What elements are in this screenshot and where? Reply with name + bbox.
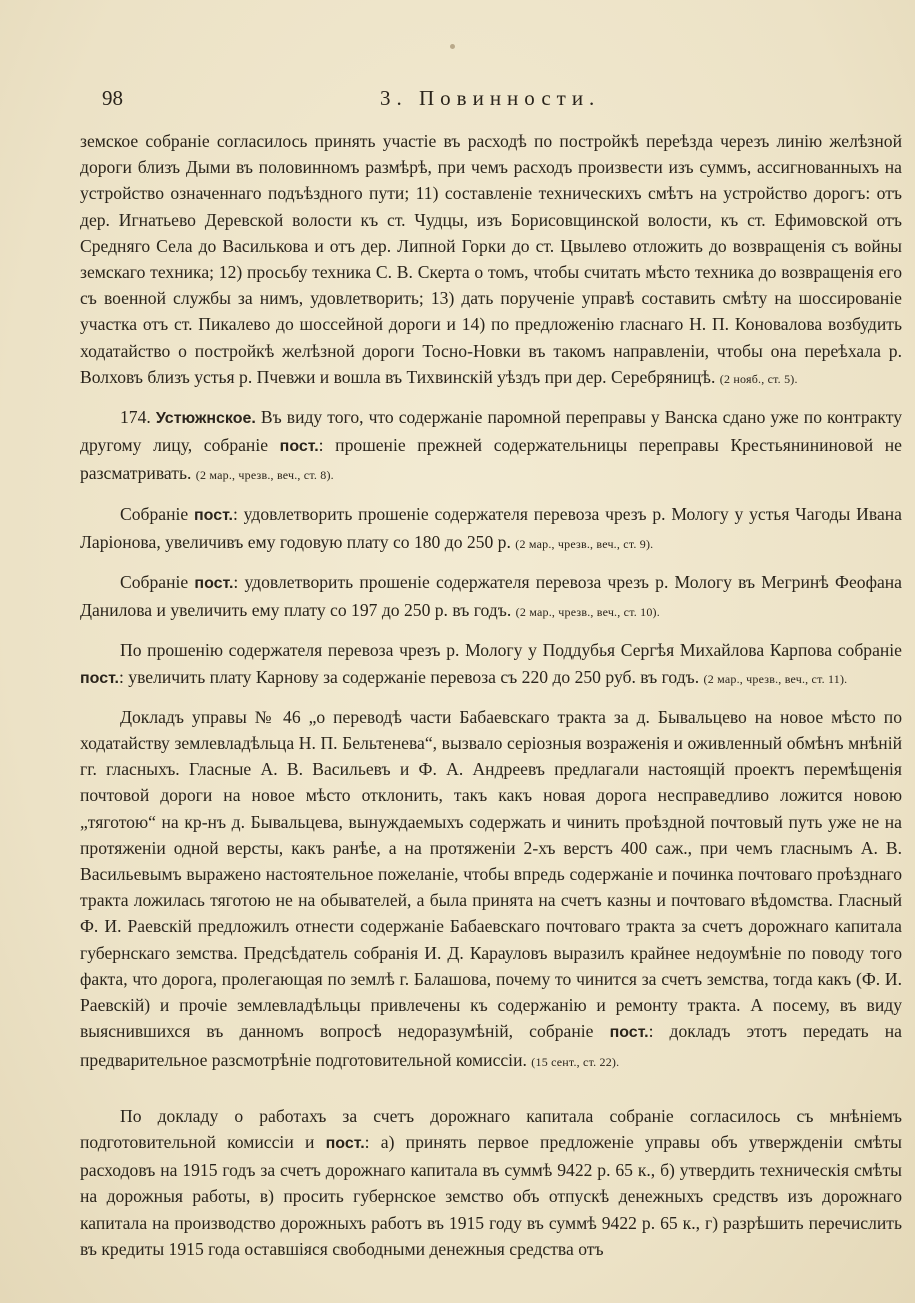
paragraph-ferry-megrino bbox=[80, 569, 902, 625]
paragraph-text: Докладъ управы № 46 „о переводѣ части Бабаевскаго тракта за д. Бывальцево на новое мѣсто по ходатайству землевладѣльца Н. П. Бельтенева“, вызвало серіозныя возраженія и оживленный обмѣнъ мнѣній гг. гласныхъ. Гласные А. В. Васильевъ и Ф. А. Андреевъ предлагали настоящій проектъ перемѣщенія почтовой дороги на новое мѣсто отклонить, такъ какъ новая дорога несправедливо ложится новою „тяготою“ на кр-нъ д. Бывальцева, вынуждаемыхъ содержать и чинить проѣздной почтовый путь уже не на протяженіи одной версты, какъ ранѣе, а на протяженіи 2-хъ верстъ 400 саж., при чемъ гласнымъ А. В. Васильевымъ выражено настоятельное пожеланіе, чтобы впредь содержаніе и починка почтоваго проѣзднаго тракта ложилась тяготою не на обывателей, а была принята на счетъ казны и почтоваго вѣдомства. Гласный Ф. И. Раевскій предложилъ отнести содержаніе Бабаевскаго почтоваго тракта за счетъ дорожнаго капитала губернскаго земства. Предсѣдатель собранія И. Д. Карауловъ выразилъ крайнее недоумѣніе по поводу того факта, что дорога, пролегающая по землѣ г. Балашова, почему то чинится за счетъ земства, тогда какъ (Ф. И. Раевскій) и прочіе землевладѣльцы привлечены къ содержанію и ремонту тракта. А посему, въ виду выяснившихся въ данномъ вопросѣ недоразумѣній, собраніе bbox=[80, 706, 902, 1042]
paragraph-report-46 bbox=[80, 704, 902, 1075]
paragraph-text: По прошенію содержателя перевоза чрезъ р. Мологу у Поддубья Сергѣя Михайлова Карпова собраніе bbox=[120, 640, 902, 661]
paragraph-continuation bbox=[80, 128, 902, 392]
paragraph-text: земское собраніе согласилось принять участіе въ расходѣ по постройкѣ переѣзда черезъ линію желѣзной дороги близъ Дыми въ половинномъ размѣрѣ, при чемъ расходъ произвести изъ суммъ, ассигнованныхъ на устройство означеннаго подъѣздного пути; 11) составленіе техническихъ смѣтъ на устройство дорогъ: отъ дер. Игнатьево Деревской волости къ ст. Чудцы, изъ Борисовщинской волости, къ ст. Ефимовской отъ Средняго Села до Василькова и отъ дер. Липной Горки до ст. Цвылево отложить до возвращенія съ войны земскаго техника; 12) просьбу техника С. В. Скерта о томъ, чтобы считать мѣсто техника до возвращенія его съ военной службы за нимъ, удовлетворить; 13) дать порученіе управѣ составить смѣту на шоссированіе участка отъ ст. Пикалево до шоссейной дороги и 14) по предложенію гласнаго Н. П. Коновалова возбудить ходатайство о постройкѣ желѣзной дороги Тосно-Новки въ такомъ направленіи, чтобы она переѣхала р. Волховъ близъ устья р. Пчевжи и вошла въ Тихвинскій уѣздъ при дер. Серебряницѣ. bbox=[80, 131, 902, 387]
resolution-mark: пост. bbox=[325, 1134, 365, 1152]
resolution-mark: пост. bbox=[80, 669, 119, 687]
paragraph-text: : докладъ этотъ передать на предварительное разсмотрѣніе подготовительной комиссіи. bbox=[80, 1021, 902, 1070]
section-title: 3. Повинности. bbox=[380, 86, 601, 110]
paragraph-174 bbox=[80, 404, 902, 489]
resolution-mark: пост. bbox=[279, 438, 319, 456]
paragraph-text: : а) принять первое предложеніе управы объ утвержденіи смѣты расходовъ на 1915 годъ за счетъ дорожнаго капитала въ суммѣ 9422 р. 65 к., б) утвердить техническія смѣты на дорожныя работы, в) просить губернское земство объ отпускѣ денежныхъ средствъ изъ дорожнаго капитала на производство дорожныхъ работъ въ 1915 году въ суммѣ 9422 р. 65 к., г) разрѣшить перечислить въ кредиты 1915 года оставшіяся свободными денежныя средства отъ bbox=[80, 1131, 903, 1259]
session-reference: (2 мар., чрезв., веч., ст. 10). bbox=[515, 605, 660, 620]
resolution-mark: пост. bbox=[194, 575, 234, 593]
paragraph-text: Собраніе bbox=[120, 572, 189, 593]
paragraph-text: : прошеніе прежней содержательницы переправы Крестьянининовой не разсматривать. bbox=[80, 435, 902, 484]
resolution-mark: пост. bbox=[194, 506, 233, 524]
session-reference: (2 мар., чрезв., веч., ст. 9). bbox=[515, 536, 654, 551]
paragraph-ferry-poddubye bbox=[80, 637, 902, 691]
page-header bbox=[102, 86, 875, 116]
page-number: 98 bbox=[102, 86, 123, 110]
paragraph-text: : удовлетворить прошеніе содержателя перевоза чрезъ р. Мологу у устья Чагоды Ивана Ларіонова, увеличивъ ему годовую плату со 180 до 250 р. bbox=[80, 503, 902, 552]
session-reference: (2 мар., чрезв., веч., ст. 11). bbox=[703, 671, 848, 686]
paragraph-text: По докладу о работахъ за счетъ дорожнаго капитала собраніе согласилось съ мнѣніемъ подготовительной комиссіи и bbox=[80, 1105, 902, 1152]
paragraph-text: Собраніе bbox=[120, 503, 189, 524]
paragraph-ferry-chagoda bbox=[80, 501, 902, 557]
paper-spot bbox=[450, 44, 455, 49]
session-reference: (2 мар., чрезв., веч., ст. 8). bbox=[195, 468, 334, 483]
paragraph-road-capital bbox=[80, 1103, 902, 1262]
county-heading: Устюжнское. bbox=[155, 410, 256, 428]
session-reference: (2 нояб., ст. 5). bbox=[719, 371, 798, 386]
paragraph-text: Въ виду того, что содержаніе паромной переправы у Ванска сдано уже по контракту другому лицу, собраніе bbox=[80, 407, 902, 456]
paragraph-text: : увеличить плату Карнову за содержаніе перевоза съ 220 до 250 руб. въ годъ. bbox=[119, 666, 700, 687]
paragraph-text: : удовлетворить прошеніе содержателя перевоза чрезъ р. Мологу въ Мегринѣ Феофана Данилова и увеличить ему плату со 197 до 250 р. въ годъ. bbox=[80, 572, 902, 621]
item-number: 174. bbox=[120, 407, 151, 428]
body-text bbox=[80, 128, 902, 1262]
session-reference: (15 сент., ст. 22). bbox=[531, 1054, 620, 1069]
resolution-mark: пост. bbox=[609, 1024, 649, 1042]
